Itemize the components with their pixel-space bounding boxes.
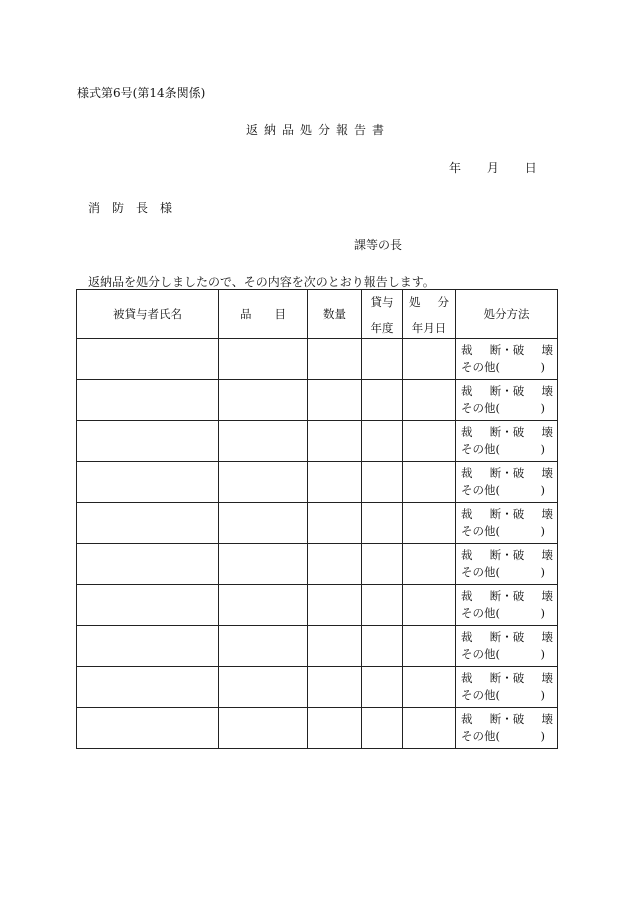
- method-option-cut-a: 裁: [461, 548, 473, 562]
- header-method: 処分方法: [456, 290, 558, 339]
- method-option-cut-b: 断・破: [489, 548, 525, 562]
- table-row: [77, 708, 558, 749]
- cell-item: [219, 380, 308, 421]
- method-option-other-a: その他(: [461, 606, 500, 620]
- cell-disposal-date: [403, 585, 456, 626]
- method-option-other-b: ): [540, 647, 545, 661]
- method-option-other-b: ): [540, 565, 545, 579]
- table-row: [77, 544, 558, 585]
- cell-borrower: [77, 626, 219, 667]
- cell-quantity: [308, 626, 362, 667]
- method-option-other-b: ): [540, 442, 545, 456]
- table-row: [77, 667, 558, 708]
- cell-quantity: [308, 421, 362, 462]
- cell-quantity: [308, 667, 362, 708]
- method-option-other: [461, 359, 545, 376]
- table-row: [77, 462, 558, 503]
- cell-disposal-date: [403, 503, 456, 544]
- method-option-cut-destroy: [461, 711, 553, 728]
- method-option-cut-c: 壊: [541, 384, 553, 398]
- table-row: [77, 421, 558, 462]
- cell-loan-year: [362, 503, 403, 544]
- table-body: [77, 339, 558, 749]
- method-option-other-a: その他(: [461, 524, 500, 538]
- cell-borrower: [77, 339, 219, 380]
- cell-item: [219, 708, 308, 749]
- sender: 課等の長: [354, 238, 403, 252]
- cell-method: [456, 667, 558, 708]
- cell-loan-year: [362, 421, 403, 462]
- method-option-cut-b: 断・破: [489, 466, 525, 480]
- cell-loan-year: [362, 708, 403, 749]
- method-option-cut-c: 壊: [541, 548, 553, 562]
- method-option-cut-b: 断・破: [489, 384, 525, 398]
- disposal-report-table: [76, 289, 558, 749]
- method-option-cut-c: 壊: [541, 343, 553, 357]
- cell-method: [456, 503, 558, 544]
- form-number-label: 様式第6号(第14条関係): [77, 86, 206, 100]
- cell-disposal-date: [403, 667, 456, 708]
- cell-method: [456, 708, 558, 749]
- cell-loan-year: [362, 339, 403, 380]
- cell-disposal-date: [403, 544, 456, 585]
- cell-method: [456, 380, 558, 421]
- method-option-other-a: その他(: [461, 483, 500, 497]
- method-option-cut-b: 断・破: [489, 507, 525, 521]
- method-option-cut-c: 壊: [541, 466, 553, 480]
- method-option-cut-c: 壊: [541, 671, 553, 685]
- cell-loan-year: [362, 380, 403, 421]
- method-option-other: [461, 728, 545, 745]
- method-option-other-a: その他(: [461, 729, 500, 743]
- cell-borrower: [77, 585, 219, 626]
- method-option-other-b: ): [540, 524, 545, 538]
- method-option-cut-destroy: [461, 465, 553, 482]
- method-option-cut-destroy: [461, 670, 553, 687]
- cell-loan-year: [362, 667, 403, 708]
- cell-item: [219, 421, 308, 462]
- header-loan-year-bottom: 年度: [370, 321, 394, 335]
- method-option-cut-b: 断・破: [489, 425, 525, 439]
- method-option-other-a: その他(: [461, 442, 500, 456]
- method-option-cut-c: 壊: [541, 712, 553, 726]
- cell-quantity: [308, 380, 362, 421]
- method-option-cut-c: 壊: [541, 507, 553, 521]
- cell-disposal-date: [403, 339, 456, 380]
- cell-loan-year: [362, 585, 403, 626]
- addressee: 消 防 長 様: [88, 201, 173, 215]
- header-disposal-date-bottom: 年月日: [411, 321, 447, 335]
- method-option-cut-a: 裁: [461, 466, 473, 480]
- cell-item: [219, 667, 308, 708]
- cell-item: [219, 339, 308, 380]
- date-day: 日: [524, 161, 537, 175]
- method-option-cut-c: 壊: [541, 630, 553, 644]
- date-year: 年: [449, 161, 462, 175]
- method-option-cut-a: 裁: [461, 507, 473, 521]
- cell-method: [456, 339, 558, 380]
- method-option-cut-c: 壊: [541, 589, 553, 603]
- header-quantity: 数量: [308, 290, 362, 339]
- date-line: [449, 159, 537, 176]
- cell-borrower: [77, 667, 219, 708]
- cell-method: [456, 626, 558, 667]
- method-option-cut-a: 裁: [461, 589, 473, 603]
- cell-quantity: [308, 503, 362, 544]
- method-option-cut-destroy: [461, 424, 553, 441]
- method-option-other: [461, 441, 545, 458]
- header-item: 品 目: [219, 290, 308, 339]
- method-option-other-a: その他(: [461, 647, 500, 661]
- cell-loan-year: [362, 462, 403, 503]
- header-disposal-date-top-2: 分: [437, 295, 449, 309]
- method-option-other-a: その他(: [461, 688, 500, 702]
- header-loan-year-top: 貸与: [370, 295, 394, 309]
- header-disposal-date: [403, 290, 456, 339]
- intro-text: 返納品を処分しましたので、その内容を次のとおり報告します。: [88, 275, 435, 289]
- method-option-cut-a: 裁: [461, 425, 473, 439]
- table-header-row: [77, 290, 558, 339]
- method-option-cut-b: 断・破: [489, 630, 525, 644]
- method-option-other-b: ): [540, 688, 545, 702]
- table-row: [77, 626, 558, 667]
- method-option-cut-b: 断・破: [489, 589, 525, 603]
- cell-borrower: [77, 544, 219, 585]
- method-option-cut-b: 断・破: [489, 343, 525, 357]
- header-disposal-date-top-1: 処: [409, 295, 421, 309]
- cell-disposal-date: [403, 708, 456, 749]
- cell-quantity: [308, 462, 362, 503]
- cell-borrower: [77, 708, 219, 749]
- method-option-cut-c: 壊: [541, 425, 553, 439]
- cell-item: [219, 544, 308, 585]
- method-option-other-a: その他(: [461, 401, 500, 415]
- method-option-other: [461, 523, 545, 540]
- document-title: 返納品処分報告書: [245, 123, 390, 137]
- method-option-cut-a: 裁: [461, 671, 473, 685]
- cell-quantity: [308, 544, 362, 585]
- method-option-cut-destroy: [461, 506, 553, 523]
- cell-borrower: [77, 503, 219, 544]
- method-option-cut-destroy: [461, 383, 553, 400]
- cell-item: [219, 503, 308, 544]
- method-option-cut-a: 裁: [461, 384, 473, 398]
- header-loan-year: [362, 290, 403, 339]
- method-option-cut-a: 裁: [461, 343, 473, 357]
- table-row: [77, 585, 558, 626]
- cell-loan-year: [362, 544, 403, 585]
- cell-disposal-date: [403, 380, 456, 421]
- cell-disposal-date: [403, 462, 456, 503]
- method-option-cut-destroy: [461, 547, 553, 564]
- cell-item: [219, 585, 308, 626]
- cell-disposal-date: [403, 626, 456, 667]
- method-option-other: [461, 605, 545, 622]
- cell-disposal-date: [403, 421, 456, 462]
- method-option-other-b: ): [540, 360, 545, 374]
- cell-method: [456, 585, 558, 626]
- cell-method: [456, 544, 558, 585]
- method-option-cut-b: 断・破: [489, 671, 525, 685]
- method-option-other-a: その他(: [461, 360, 500, 374]
- cell-borrower: [77, 421, 219, 462]
- method-option-other-a: その他(: [461, 565, 500, 579]
- method-option-other: [461, 400, 545, 417]
- method-option-other: [461, 687, 545, 704]
- method-option-cut-destroy: [461, 342, 553, 359]
- cell-item: [219, 626, 308, 667]
- cell-quantity: [308, 585, 362, 626]
- cell-borrower: [77, 380, 219, 421]
- date-month: 月: [486, 161, 499, 175]
- method-option-other-b: ): [540, 729, 545, 743]
- cell-quantity: [308, 339, 362, 380]
- method-option-other-b: ): [540, 483, 545, 497]
- cell-loan-year: [362, 626, 403, 667]
- method-option-other: [461, 564, 545, 581]
- method-option-other-b: ): [540, 401, 545, 415]
- method-option-cut-destroy: [461, 629, 553, 646]
- cell-method: [456, 462, 558, 503]
- header-borrower: 被貸与者氏名: [77, 290, 219, 339]
- cell-borrower: [77, 462, 219, 503]
- cell-item: [219, 462, 308, 503]
- table-row: [77, 380, 558, 421]
- cell-method: [456, 421, 558, 462]
- method-option-other-b: ): [540, 606, 545, 620]
- method-option-other: [461, 646, 545, 663]
- method-option-cut-a: 裁: [461, 712, 473, 726]
- method-option-cut-a: 裁: [461, 630, 473, 644]
- method-option-cut-b: 断・破: [489, 712, 525, 726]
- method-option-cut-destroy: [461, 588, 553, 605]
- table-row: [77, 339, 558, 380]
- method-option-other: [461, 482, 545, 499]
- cell-quantity: [308, 708, 362, 749]
- table-row: [77, 503, 558, 544]
